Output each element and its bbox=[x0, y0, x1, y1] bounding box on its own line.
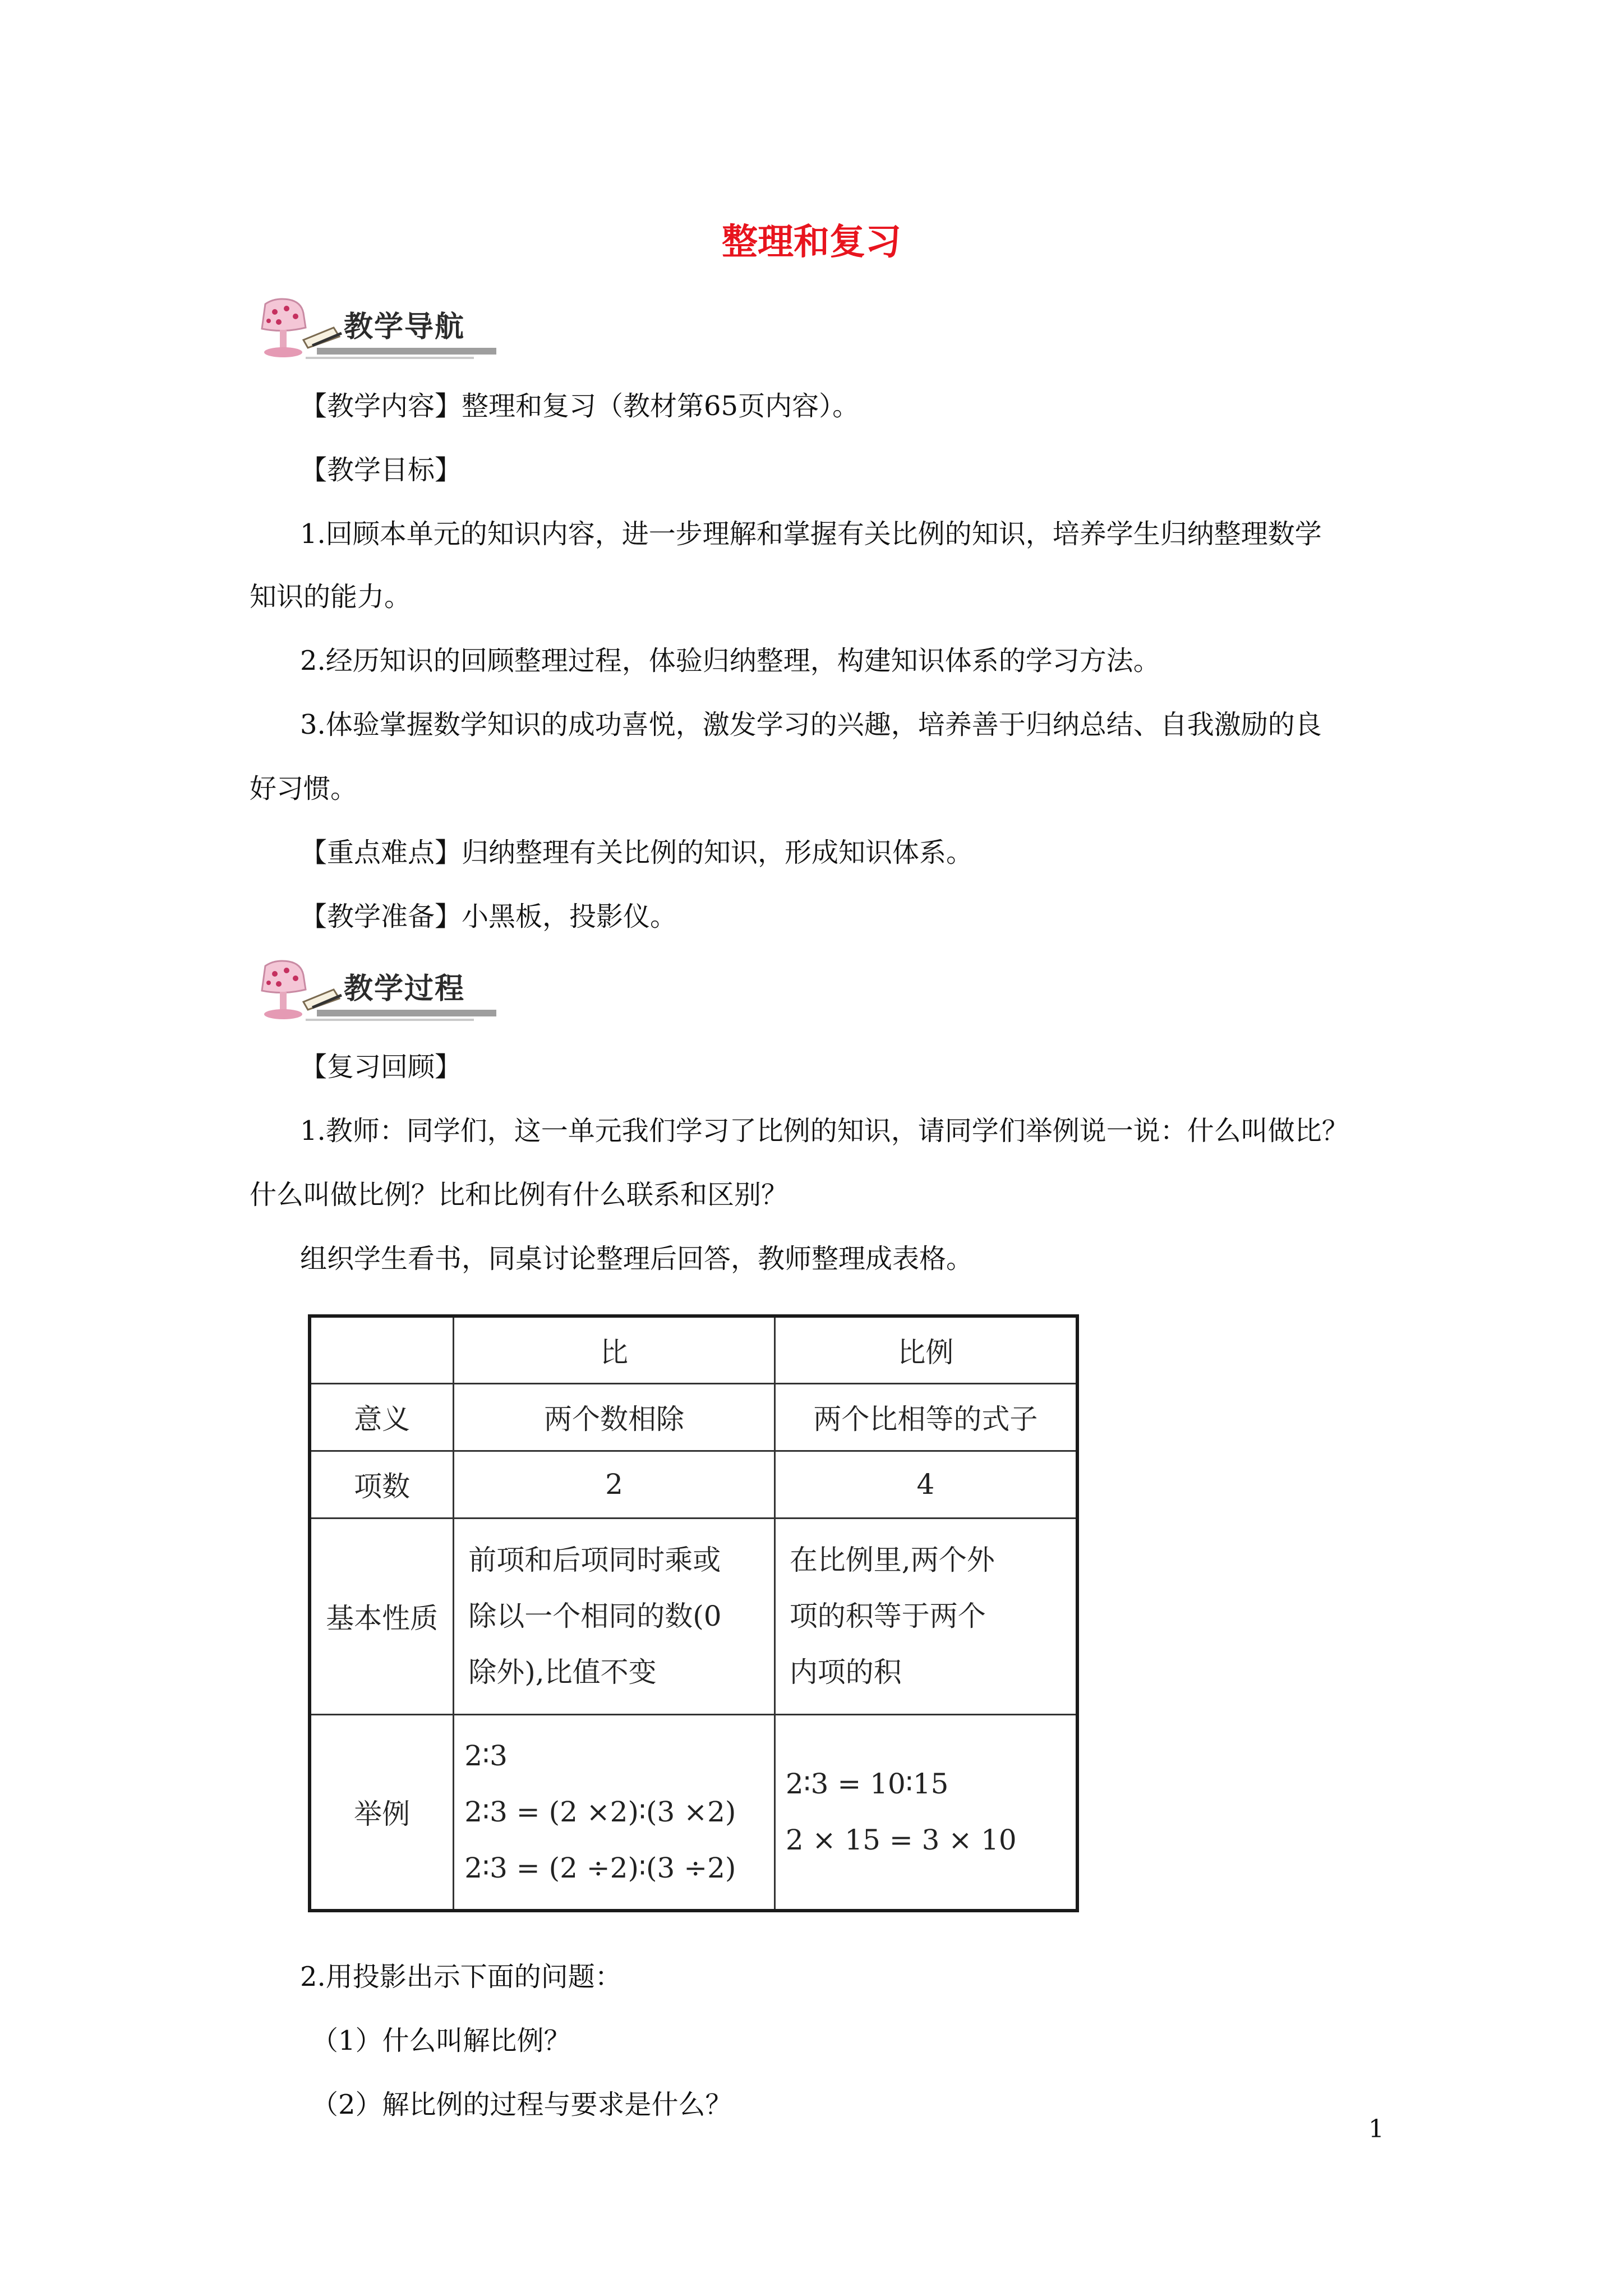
preparation: 【教学准备】小黑板，投影仪。 bbox=[300, 901, 677, 932]
review-1-line-3: 组织学生看书，同桌讨论整理后回答，教师整理成表格。 bbox=[300, 1243, 974, 1274]
goal-2: 2.经历知识的回顾整理过程，体验归纳整理，构建知识体系的学习方法。 bbox=[300, 645, 1160, 677]
review-2: 2.用投影出示下面的问题： bbox=[300, 1961, 622, 1993]
cell-line: 内项的积 bbox=[789, 1656, 902, 1688]
section-label: 教学过程 bbox=[344, 972, 465, 1006]
section-header-process bbox=[250, 958, 496, 1025]
key-points: 【重点难点】归纳整理有关比例的知识，形成知识体系。 bbox=[300, 837, 974, 868]
table-cell: 4 bbox=[774, 1451, 1077, 1518]
review-1-line-1: 1.教师：同学们，这一单元我们学习了比例的知识，请同学们举例说一说：什么叫做比？ bbox=[300, 1115, 1349, 1147]
header-cell-proportion: 比例 bbox=[774, 1316, 1077, 1383]
table-cell bbox=[454, 1714, 775, 1911]
cell-line: 2∶3 = (2 ÷2)∶(3 ÷2) bbox=[464, 1852, 736, 1885]
table-row bbox=[310, 1383, 1077, 1451]
table-cell: 两个数相除 bbox=[454, 1383, 775, 1451]
cell-line: 在比例里,两个外 bbox=[789, 1544, 995, 1576]
goal-3-line-2: 好习惯。 bbox=[250, 773, 358, 804]
table-cell: 两个比相等的式子 bbox=[774, 1383, 1077, 1451]
section-underline bbox=[317, 1010, 496, 1016]
section-underline-shadow bbox=[306, 357, 474, 359]
question-2: （2）解比例的过程与要求是什么？ bbox=[311, 2089, 732, 2120]
section-underline bbox=[317, 348, 496, 355]
row-label: 意义 bbox=[310, 1383, 454, 1451]
cell-line: 除以一个相同的数(0 bbox=[468, 1600, 722, 1632]
goal-1-line-1: 1.回顾本单元的知识内容，进一步理解和掌握有关比例的知识，培养学生归纳整理数学 bbox=[300, 518, 1322, 550]
cell-line: 前项和后项同时乘或 bbox=[468, 1544, 721, 1576]
table-row bbox=[310, 1451, 1077, 1518]
header-cell-ratio: 比 bbox=[454, 1316, 775, 1383]
section-underline-shadow bbox=[306, 1019, 474, 1021]
question-1: （1）什么叫解比例？ bbox=[311, 2025, 571, 2056]
cell-line: 2 × 15 = 3 × 10 bbox=[785, 1824, 1017, 1857]
table-cell bbox=[454, 1518, 775, 1714]
review-heading: 【复习回顾】 bbox=[300, 1051, 462, 1083]
review-1-line-2: 什么叫做比例？比和比例有什么联系和区别？ bbox=[250, 1179, 789, 1211]
cell-line: 2∶3 bbox=[464, 1740, 508, 1773]
teaching-content: 【教学内容】整理和复习（教材第65页内容）。 bbox=[300, 390, 860, 422]
page-number: 1 bbox=[1368, 2115, 1384, 2143]
page-title: 整理和复习 bbox=[722, 221, 901, 263]
goal-3-line-1: 3.体验掌握数学知识的成功喜悦，激发学习的兴趣，培养善于归纳总结、自我激励的良 bbox=[300, 709, 1322, 740]
row-label: 项数 bbox=[310, 1451, 454, 1518]
cell-line: 除外),比值不变 bbox=[468, 1656, 657, 1688]
cell-line: 2∶3 = (2 ×2)∶(3 ×2) bbox=[464, 1796, 736, 1829]
table-cell bbox=[774, 1518, 1077, 1714]
comparison-table bbox=[308, 1314, 1079, 1912]
table-header-row bbox=[310, 1316, 1077, 1383]
table-cell bbox=[774, 1714, 1077, 1911]
cell-line: 2∶3 = 10∶15 bbox=[785, 1768, 949, 1801]
goals-heading: 【教学目标】 bbox=[300, 454, 462, 486]
table-row bbox=[310, 1714, 1077, 1911]
table-cell: 2 bbox=[454, 1451, 775, 1518]
row-label: 基本性质 bbox=[310, 1518, 454, 1714]
section-header-nav bbox=[250, 296, 496, 364]
section-label: 教学导航 bbox=[344, 310, 465, 344]
header-cell-empty bbox=[310, 1316, 454, 1383]
row-label: 举例 bbox=[310, 1714, 454, 1911]
cell-line: 项的积等于两个 bbox=[789, 1600, 986, 1632]
goal-1-line-2: 知识的能力。 bbox=[250, 581, 412, 613]
table-row bbox=[310, 1518, 1077, 1714]
